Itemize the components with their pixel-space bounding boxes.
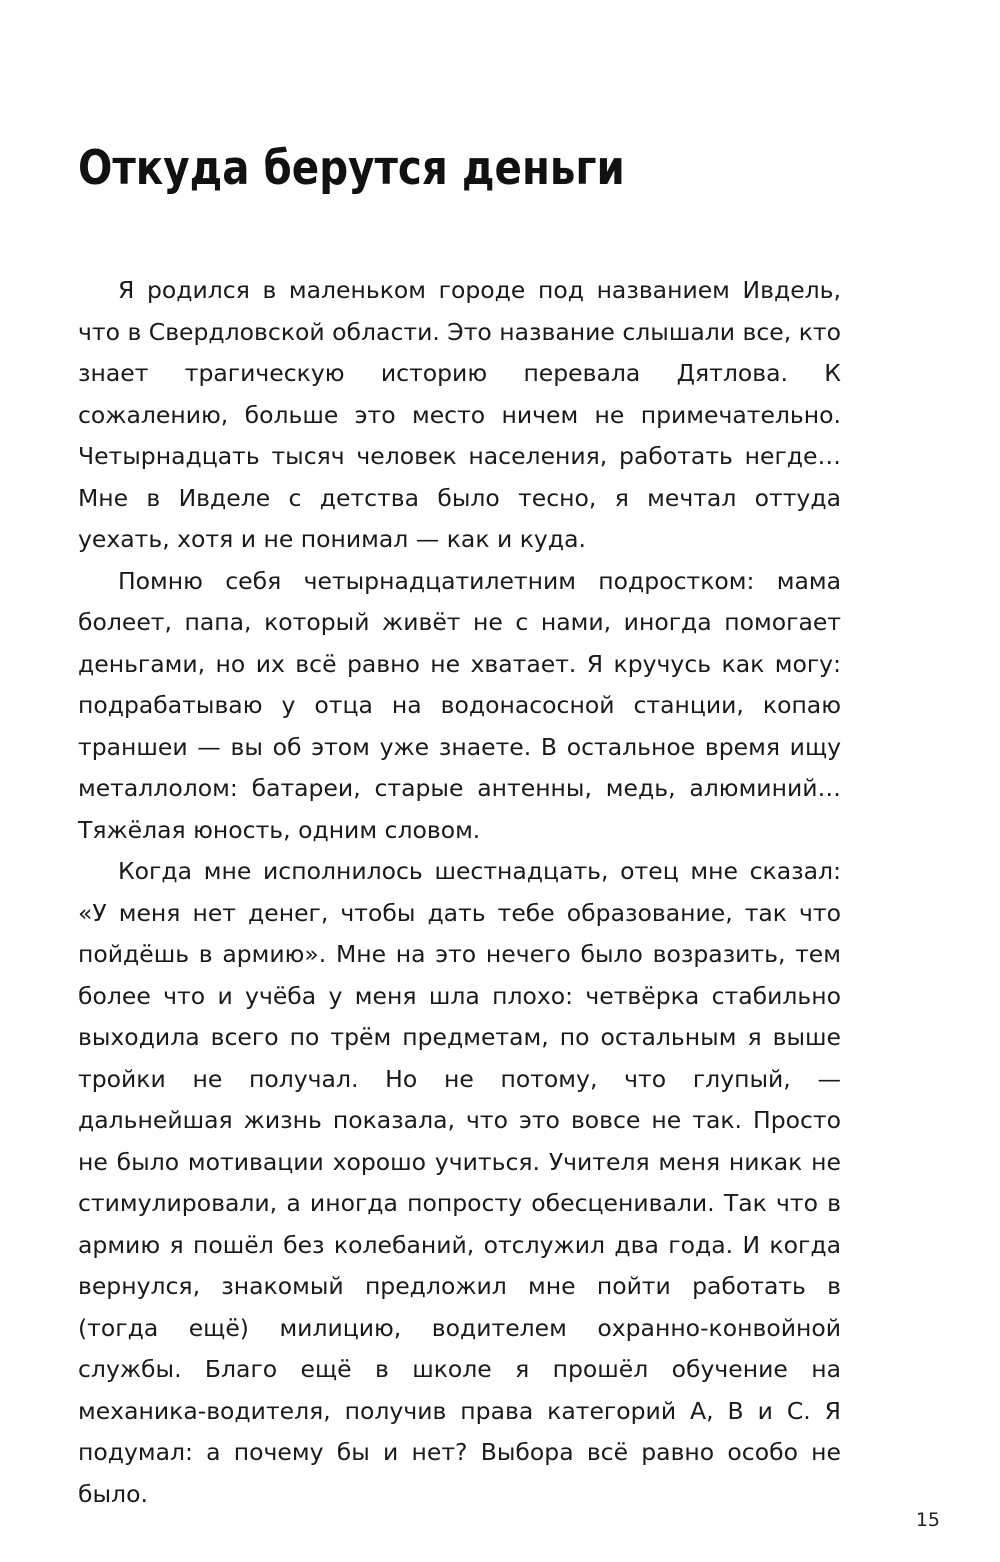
chapter-title: Откуда берутся деньги: [78, 141, 625, 196]
paragraph-1: Я родился в маленьком городе под названием Ивдель, что в Свердловской области. Это название слышали все, кто знает трагическую историю перевала Дятлова. К сожалению, больше это место ничем не примечательно. Четырнадцать тысяч человек населения, работать негде… Мне в Ивделе с детства было тесно, я мечтал оттуда уехать, хотя и не понимал — как и куда.: [78, 276, 841, 553]
page-number: 15: [915, 1509, 940, 1531]
paragraph-3: Когда мне исполнилось шестнадцать, отец мне сказал: «У меня нет денег, чтобы дать тебе образование, так что пойдёшь в армию». Мне на это нечего было возразить, тем более что и учёба у меня шла плохо: четвёрка стабильно выходила всего по трём предметам, по остальным я выше тройки не получал. Но не потому, что глупый, — дальнейшая жизнь показала, что это вовсе не так. Просто не было мотивации хорошо учиться. Учителя меня никак не стимулировали, а иногда попросту обесценивали. Так что в армию я пошёл без колебаний, отслужил два года. И когда вернулся, знакомый предложил мне пойти работать в (тогда ещё) милицию, водителем охранно-конвойной службы. Благо ещё в школе я прошёл обучение на механика-водителя, получив права категорий А, В и С. Я подумал: а почему бы и нет? Выбора всё равно особо не было.: [78, 857, 841, 1508]
body-text: [78, 270, 841, 1515]
paragraph-2: Помню себя четырнадцатилетним подростком: мама болеет, папа, который живёт не с нами, иногда помогает деньгами, но их всё равно не хватает. Я кручусь как могу: подрабатываю у отца на водонасосной станции, копаю траншеи — вы об этом уже знаете. В остальное время ищу металлолом: батареи, старые антенны, медь, алюминий… Тяжёлая юность, одним словом.: [78, 566, 841, 844]
